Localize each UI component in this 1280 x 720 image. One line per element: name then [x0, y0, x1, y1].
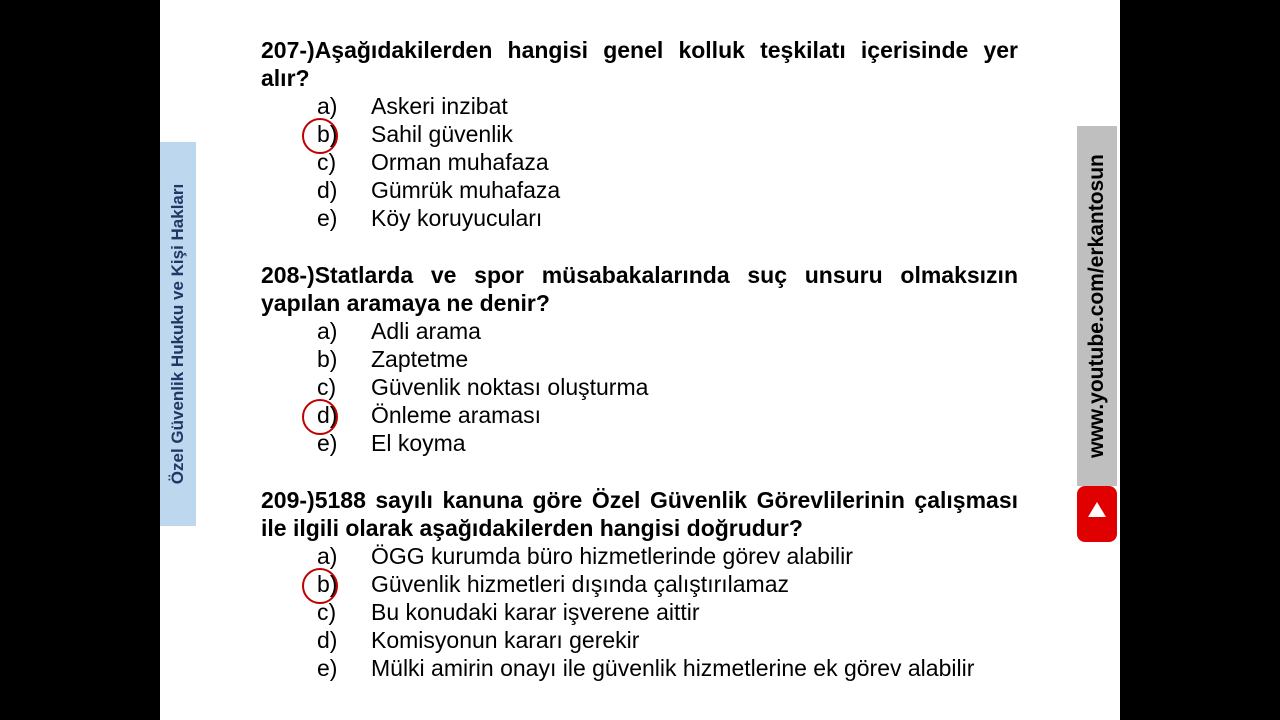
question-text: 208-)Statlarda ve spor müsabakalarında suç unsuru olmaksızın yapılan aramaya ne denir? [261, 262, 1018, 316]
option-e: e) El koyma [317, 430, 466, 456]
youtube-play-icon [1077, 486, 1117, 542]
option-e: e) Köy koruyucuları [317, 205, 543, 231]
side-label-text: Özel Güvenlik Hukuku ve Kişi Hakları [168, 183, 187, 485]
question-text: 209-)5188 sayılı kanuna göre Özel Güvenlik Görevlilerinin çalışması ile ilgili olarak aşağıdakilerden hangisi doğrudur? [261, 487, 1018, 541]
option-b: b) Sahil güvenlik [261, 120, 1018, 148]
option-b: b) Zaptetme [317, 346, 469, 372]
option-d: d) Önleme araması [261, 401, 1018, 429]
slide [160, 0, 1120, 720]
youtube-channel-bar [1077, 126, 1117, 486]
option-b: b) Güvenlik hizmetleri dışında çalıştırılamaz [261, 570, 1018, 598]
option-e: e) Mülki amirin onayı ile güvenlik hizmetlerine ek görev alabilir [317, 655, 975, 681]
option-a: a) Askeri inzibat [317, 93, 508, 119]
option-c: c) Güvenlik noktası oluşturma [317, 374, 649, 400]
option-a: a) ÖGG kurumda büro hizmetlerinde görev alabilir [317, 543, 853, 569]
question-207 [261, 36, 1018, 232]
option-c: c) Orman muhafaza [317, 149, 549, 175]
side-label-box [160, 142, 196, 526]
youtube-url-text: www.youtube.com/erkantosun [1085, 154, 1108, 458]
option-c: c) Bu konudaki karar işverene aittir [317, 599, 700, 625]
option-a: a) Adli arama [317, 318, 481, 344]
option-d: d) Komisyonun kararı gerekir [317, 627, 640, 653]
question-208 [261, 261, 1018, 457]
question-text: 207-)Aşağıdakilerden hangisi genel kolluk teşkilatı içerisinde yer alır? [261, 37, 1018, 91]
option-d: d) Gümrük muhafaza [317, 177, 561, 203]
question-209 [261, 486, 1018, 682]
